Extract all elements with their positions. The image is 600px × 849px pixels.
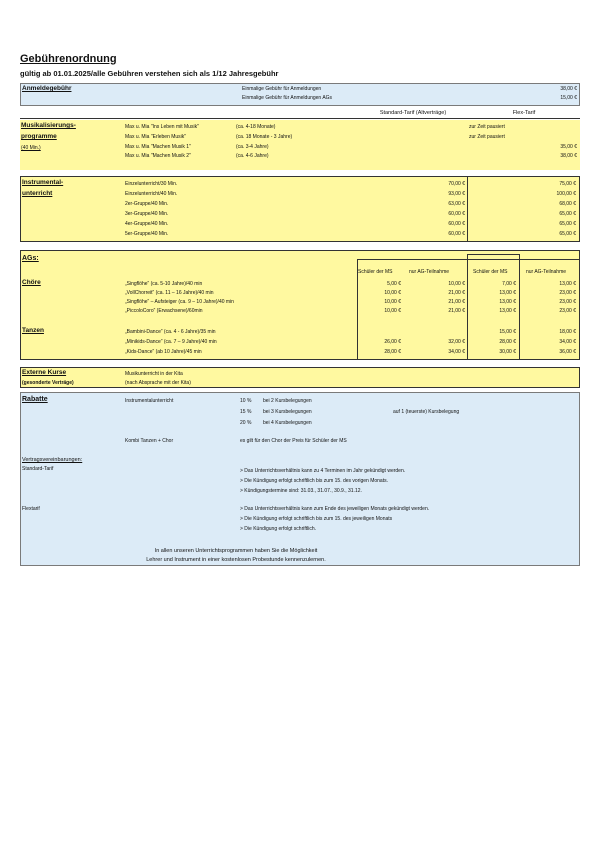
- tanzen-row-name: „Bambini-Dance“ (ca. 4 - 6 Jahre)/35 min: [125, 329, 216, 335]
- vertrag-standard-line: > Die Kündigung erfolgt schriftlich bis zum 15. des vorigen Monats.: [240, 478, 388, 484]
- tanzen-row-v1: 28,00 €: [384, 349, 401, 355]
- anmeldung-value-2: 15,00 €: [560, 95, 577, 101]
- ags-subcol-2: nur AG-Teilnahme: [409, 269, 450, 275]
- instrumental-row-flex: 65,00 €: [559, 221, 576, 227]
- rabatte-instr-label: Instrumentalunterricht: [125, 398, 174, 404]
- page-title: Gebührenordnung: [20, 53, 117, 65]
- musik-row-age: (ca. 18 Monate - 3 Jahre): [236, 134, 293, 140]
- rabatte-pct: 20 %: [240, 420, 252, 426]
- choere-row-v3: 7,00 €: [502, 281, 516, 287]
- musik-row-name: Max u. Mia "Machen Musik 2": [125, 153, 191, 159]
- choere-row-v1: 10,00 €: [384, 308, 401, 314]
- vertrag-standard-line: > Das Unterrichtsverhältnis kann zu 4 Terminen im Jahr gekündigt werden.: [240, 468, 406, 474]
- vertrag-flex-line: > Die Kündigung erfolgt schriftlich.: [240, 526, 317, 532]
- footer-line-1: In allen unseren Unterrichtsprogrammen haben Sie die Möglichkeit: [154, 548, 318, 554]
- choere-row-v1: 10,00 €: [384, 299, 401, 305]
- choere-row-v3: 13,00 €: [499, 299, 516, 305]
- externe-section: [20, 367, 580, 388]
- ags-subcol-1: Schüler der MS: [358, 269, 393, 275]
- vertrag-flex-line: > Das Unterrichtsverhältnis kann zum Ende des jeweiligen Monats gekündigt werden.: [240, 506, 430, 512]
- choere-row-v2: 21,00 €: [448, 308, 465, 314]
- anmeldung-value-1: 38,00 €: [560, 86, 577, 92]
- ags-subcol-4: nur AG-Teilnahme: [526, 269, 567, 275]
- instrumental-label-2: unterricht: [22, 190, 53, 197]
- instrumental-label-1: Instrumental-: [22, 179, 64, 186]
- choere-label: Chöre: [22, 279, 41, 286]
- anmeldung-label: Anmeldegebühr: [22, 85, 72, 92]
- instrumental-row-name: 5er-Gruppe/40 Min.: [125, 231, 169, 237]
- ags-subcol-3: Schüler der MS: [473, 269, 508, 275]
- vertrag-flex-line: > Die Kündigung erfolgt schriftlich bis zum 15. des jeweiligen Monats: [240, 516, 393, 522]
- choere-row-v2: 21,00 €: [448, 299, 465, 305]
- tanzen-row-v3: 30,00 €: [499, 349, 516, 355]
- column-standard: Standard-Tarif (Altverträge): [379, 110, 447, 116]
- instrumental-row-flex: 65,00 €: [559, 211, 576, 217]
- choere-row-name: „VollChorreit“ (ca. 11 – 16 Jahre)/40 min: [125, 290, 214, 296]
- instrumental-row-std: 70,00 €: [448, 181, 465, 187]
- vertrag-standard-label: Standard-Tarif: [22, 466, 54, 472]
- rabatte-section: [20, 392, 580, 566]
- instrumental-row-std: 60,00 €: [448, 231, 465, 237]
- choere-row-v4: 23,00 €: [559, 308, 576, 314]
- externe-note: (gesonderte Verträge): [22, 380, 74, 386]
- musik-row-flex: zur Zeit pausiert: [469, 134, 505, 140]
- instrumental-row-flex: 75,00 €: [559, 181, 576, 187]
- kombi-text: es gilt für den Chor der Preis für Schüler der MS: [240, 438, 347, 444]
- musik-row-flex: 35,00 €: [560, 144, 577, 150]
- musik-row-age: (ca. 4-18 Monate): [236, 124, 276, 130]
- tanzen-label: Tanzen: [22, 327, 44, 334]
- tanzen-row-v2: 32,00 €: [448, 339, 465, 345]
- musik-row-age: (ca. 3-4 Jahre): [236, 144, 269, 150]
- instrumental-row-name: 3er-Gruppe/40 Min.: [125, 211, 169, 217]
- musik-row-name: Max u. Mia "Erleben Musik": [125, 134, 187, 140]
- instrumental-section: [20, 176, 580, 242]
- choere-row-v4: 13,00 €: [559, 281, 576, 287]
- choere-row-v3: 13,00 €: [499, 308, 516, 314]
- externe-text-2: (nach Absprache mit der Kita): [125, 380, 191, 386]
- vertrag-flex-label: Flextarif: [22, 506, 40, 512]
- vertrag-standard-line: > Kündigungstermine sind: 31.03., 31.07., 30.9., 31.12.: [240, 488, 362, 494]
- choere-row-name: „Singflöhe“ – Aufsteiger (ca. 9 – 10 Jahre)/40 min: [125, 299, 234, 305]
- instrumental-row-std: 60,00 €: [448, 221, 465, 227]
- tanzen-row-v2: 34,00 €: [448, 349, 465, 355]
- instrumental-row-name: Einzelunterricht/30 Min.: [125, 181, 178, 187]
- musik-label-2: programme: [21, 133, 57, 140]
- anmeldung-section: [20, 83, 580, 106]
- instrumental-row-name: 4er-Gruppe/40 Min.: [125, 221, 169, 227]
- anmeldung-item-1: Einmalige Gebühr für Anmeldungen: [242, 86, 322, 92]
- instrumental-row-std: 93,00 €: [448, 191, 465, 197]
- instrumental-row-flex: 68,00 €: [559, 201, 576, 207]
- externe-text-1: Musikunterricht in der Kita: [125, 371, 183, 377]
- ags-section: [20, 250, 580, 360]
- instrumental-row-name: Einzelunterricht/40 Min.: [125, 191, 178, 197]
- choere-row-v2: 10,00 €: [448, 281, 465, 287]
- musik-note: (40 Min.): [21, 145, 41, 151]
- choere-row-v4: 23,00 €: [559, 299, 576, 305]
- tanzen-row-v1: 26,00 €: [384, 339, 401, 345]
- musik-section: [20, 120, 580, 170]
- musik-row-flex: zur Zeit pausiert: [469, 124, 505, 130]
- instrumental-row-name: 2er-Gruppe/40 Min.: [125, 201, 169, 207]
- rabatte-pct: 10 %: [240, 398, 252, 404]
- musik-row-name: Max u. Mia "Machen Musik 1": [125, 144, 191, 150]
- ags-label: AGs:: [22, 255, 39, 262]
- anmeldung-item-2: Einmalige Gebühr für Anmeldungen AGs: [242, 95, 333, 101]
- kombi-label: Kombi Tanzen + Chor: [125, 438, 174, 444]
- tanzen-row-v4: 34,00 €: [559, 339, 576, 345]
- column-header-row: [20, 107, 580, 119]
- rabatte-text: bei 3 Kursbelegungen: [263, 409, 312, 415]
- tanzen-row-v3: 28,00 €: [499, 339, 516, 345]
- tanzen-row-v3: 15,00 €: [499, 329, 516, 335]
- externe-label: Externe Kurse: [22, 369, 67, 376]
- tanzen-row-v4: 36,00 €: [559, 349, 576, 355]
- musik-label-1: Musikalisierungs-: [21, 122, 76, 129]
- choere-row-v2: 21,00 €: [448, 290, 465, 296]
- rabatte-label: Rabatte: [22, 396, 48, 403]
- footer-line-2: Lehrer und Instrument in einer kostenlosen Probestunde kennenzulernen.: [146, 557, 326, 563]
- tanzen-row-name: „Minikids-Dance“ (ca. 7 – 9 Jahre)/40 min: [125, 339, 217, 345]
- rabatte-note: auf 1 (teuerste) Kursbelegung: [393, 409, 460, 415]
- rabatte-text: bei 2 Kursbelegungen: [263, 398, 312, 404]
- ags-divider: [357, 259, 358, 359]
- choere-row-v1: 10,00 €: [384, 290, 401, 296]
- page-subtitle: gültig ab 01.01.2025/alle Gebühren verstehen sich als 1/12 Jahresgebühr: [20, 69, 279, 78]
- choere-row-v1: 5,00 €: [387, 281, 401, 287]
- musik-row-flex: 38,00 €: [560, 153, 577, 159]
- instrumental-row-std: 63,00 €: [448, 201, 465, 207]
- instrumental-divider: [467, 177, 468, 241]
- tanzen-row-v4: 18,00 €: [559, 329, 576, 335]
- choere-row-name: „Singflöhe“ (ca. 5-10 Jahre)/40 min: [125, 281, 203, 287]
- rabatte-pct: 15 %: [240, 409, 252, 415]
- choere-row-name: „PiccoloCoro“ (Erwachsene)/60min: [125, 308, 203, 314]
- column-flex: Flex-Tarif: [512, 110, 536, 116]
- musik-row-age: (ca. 4-6 Jahre): [236, 153, 269, 159]
- instrumental-row-std: 60,00 €: [448, 211, 465, 217]
- musik-row-name: Max u. Mia "Ins Leben mit Musik": [125, 124, 199, 130]
- tanzen-row-name: „Kids-Dance“ (ab 10 Jahre)/45 min: [125, 349, 202, 355]
- rabatte-text: bei 4 Kursbelegungen: [263, 420, 312, 426]
- choere-row-v3: 13,00 €: [499, 290, 516, 296]
- instrumental-row-flex: 100,00 €: [556, 191, 576, 197]
- vertrag-label: Vertragsvereinbarungen:: [22, 457, 83, 463]
- instrumental-row-flex: 65,00 €: [559, 231, 576, 237]
- choere-row-v4: 23,00 €: [559, 290, 576, 296]
